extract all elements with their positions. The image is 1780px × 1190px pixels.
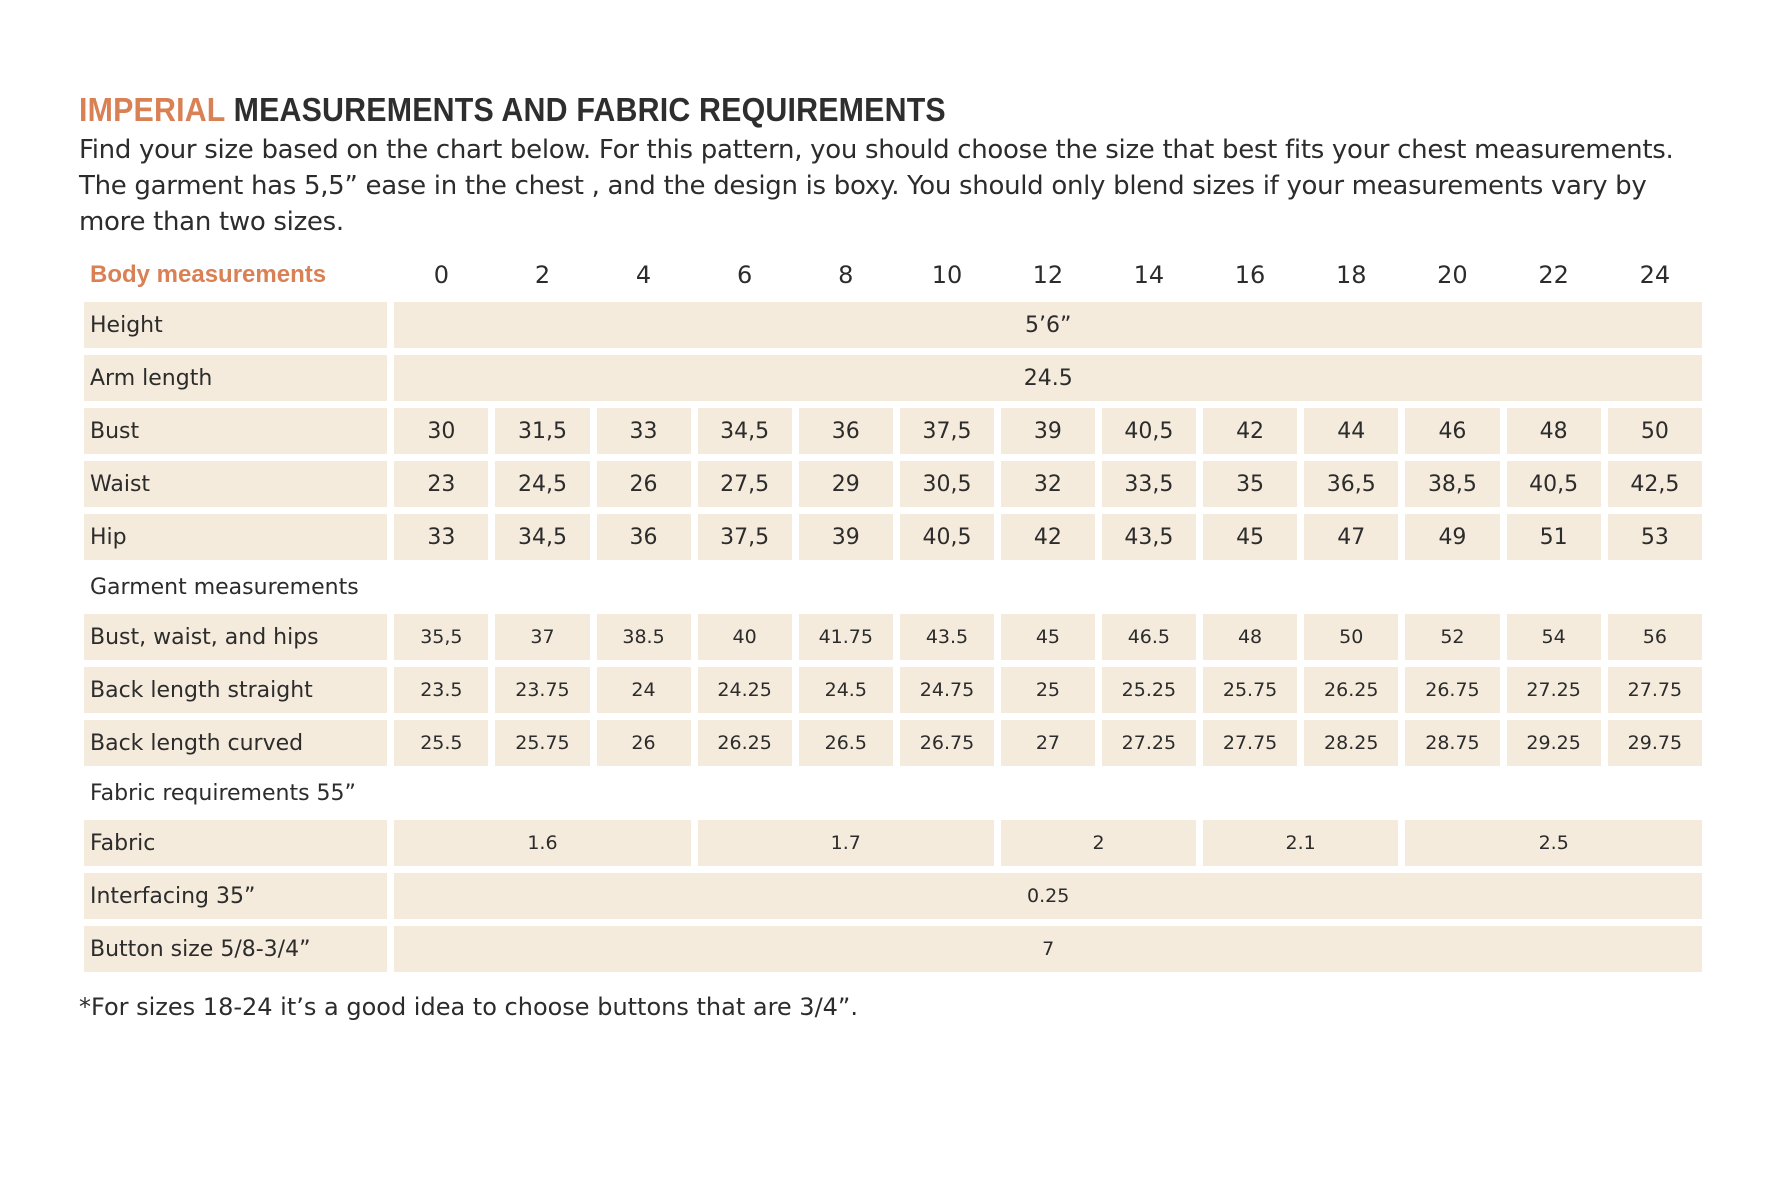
size-header-row <box>84 255 1702 295</box>
footnote: *For sizes 18-24 it’s a good idea to choose buttons that are 3/4”. <box>79 993 858 1021</box>
measurement-cell: 24.25 <box>698 667 792 713</box>
fabric-yardage-cell: 2.5 <box>1405 820 1702 866</box>
measurement-cell: 42 <box>1001 514 1095 560</box>
measurement-cell: 29 <box>799 461 893 507</box>
measurement-cell: 26.25 <box>698 720 792 766</box>
row-label: Bust, waist, and hips <box>84 614 387 660</box>
body-measurements-header: Body measurements <box>90 261 327 288</box>
measurement-cell: 52 <box>1405 614 1499 660</box>
measurement-cell: 41.75 <box>799 614 893 660</box>
page-title <box>79 88 1579 132</box>
row-label: Back length straight <box>84 667 387 713</box>
arm-length-value: 24.5 <box>394 355 1702 401</box>
intro-paragraph: Find your size based on the chart below. For this pattern, you should choose the size that best fits your chest measurements. The garment has 5,5” ease in the chest , and the design is boxy. You should only blend sizes if your measurements vary by more than two sizes. <box>79 135 1674 237</box>
height-row <box>84 302 1702 348</box>
measurement-cell: 36 <box>799 408 893 454</box>
button-row <box>84 926 1702 972</box>
measurement-cell: 26.5 <box>799 720 893 766</box>
measurement-cell: 27.25 <box>1507 667 1601 713</box>
measurement-cell: 37,5 <box>698 514 792 560</box>
measurement-cell: 26 <box>597 720 691 766</box>
measurement-cell: 36 <box>597 514 691 560</box>
title-accent: IMPERIAL <box>79 91 225 128</box>
fabric-row <box>84 820 1702 866</box>
garment-measurement-row <box>84 667 1702 713</box>
measurement-cell: 40,5 <box>1102 408 1196 454</box>
fabric-section-label: Fabric requirements 55” <box>90 780 356 806</box>
size-header: 2 <box>534 261 551 289</box>
measurement-cell: 30,5 <box>900 461 994 507</box>
measurement-cell: 46 <box>1405 408 1499 454</box>
measurement-cell: 53 <box>1608 514 1702 560</box>
row-label: Hip <box>84 514 387 560</box>
button-count-value: 7 <box>394 926 1702 972</box>
size-header: 14 <box>1133 261 1165 289</box>
interfacing-row <box>84 873 1702 919</box>
interfacing-value: 0.25 <box>394 873 1702 919</box>
garment-measurement-row <box>84 614 1702 660</box>
measurement-cell: 36,5 <box>1304 461 1398 507</box>
measurement-cell: 50 <box>1608 408 1702 454</box>
measurement-cell: 50 <box>1304 614 1398 660</box>
measurement-cell: 26.75 <box>900 720 994 766</box>
size-header: 20 <box>1437 261 1468 289</box>
measurement-cell: 56 <box>1608 614 1702 660</box>
fabric-section-row <box>84 773 1702 813</box>
title-rest: MEASUREMENTS AND FABRIC REQUIREMENTS <box>224 91 946 128</box>
measurement-cell: 25.25 <box>1102 667 1196 713</box>
measurement-cell: 35,5 <box>394 614 488 660</box>
size-header: 10 <box>931 261 963 289</box>
measurement-cell: 24,5 <box>495 461 589 507</box>
measurement-cell: 45 <box>1001 614 1095 660</box>
measurement-cell: 43.5 <box>900 614 994 660</box>
measurement-cell: 26.25 <box>1304 667 1398 713</box>
row-label: Height <box>84 302 387 348</box>
measurement-cell: 28.75 <box>1405 720 1499 766</box>
size-header: 6 <box>736 261 753 289</box>
measurement-cell: 27.75 <box>1608 667 1702 713</box>
measurement-cell: 40,5 <box>900 514 994 560</box>
measurement-cell: 27 <box>1001 720 1095 766</box>
arm-length-row <box>84 355 1702 401</box>
fabric-yardage-cell: 1.6 <box>394 820 690 866</box>
measurement-cell: 29.25 <box>1507 720 1601 766</box>
measurement-cell: 42 <box>1203 408 1297 454</box>
measurement-cell: 28.25 <box>1304 720 1398 766</box>
measurement-cell: 32 <box>1001 461 1095 507</box>
measurement-cell: 25.75 <box>1203 667 1297 713</box>
size-header: 4 <box>635 261 652 289</box>
measurement-cell: 33 <box>597 408 691 454</box>
measurement-cell: 40,5 <box>1507 461 1601 507</box>
fabric-yardage-cell: 2.1 <box>1203 820 1398 866</box>
measurement-cell: 34,5 <box>495 514 589 560</box>
measurement-cell: 27.25 <box>1102 720 1196 766</box>
measurement-cell: 49 <box>1405 514 1499 560</box>
row-label: Interfacing 35” <box>84 873 387 919</box>
height-value: 5’6” <box>394 302 1702 348</box>
size-header: 24 <box>1639 261 1671 289</box>
measurement-cell: 25.75 <box>495 720 589 766</box>
measurement-cell: 39 <box>799 514 893 560</box>
measurement-cell: 24 <box>597 667 691 713</box>
size-header: 18 <box>1335 261 1367 289</box>
measurement-cell: 33,5 <box>1102 461 1196 507</box>
garment-section-row <box>84 567 1702 607</box>
measurement-cell: 34,5 <box>698 408 792 454</box>
measurement-cell: 54 <box>1507 614 1601 660</box>
measurement-cell: 25.5 <box>394 720 488 766</box>
row-label: Button size 5/8-3/4” <box>84 926 387 972</box>
measurement-cell: 31,5 <box>495 408 589 454</box>
row-label: Back length curved <box>84 720 387 766</box>
measurement-cell: 30 <box>394 408 488 454</box>
measurement-cell: 40 <box>698 614 792 660</box>
measurement-cell: 45 <box>1203 514 1297 560</box>
measurement-cell: 46.5 <box>1102 614 1196 660</box>
measurement-cell: 48 <box>1507 408 1601 454</box>
measurement-cell: 26 <box>597 461 691 507</box>
measurement-cell: 26.75 <box>1405 667 1499 713</box>
measurement-cell: 23.75 <box>495 667 589 713</box>
body-measurement-row <box>84 408 1702 454</box>
size-header: 8 <box>838 261 854 289</box>
row-label: Bust <box>84 408 387 454</box>
row-label: Fabric <box>84 820 387 866</box>
garment-measurement-row <box>84 720 1702 766</box>
measurement-cell: 38.5 <box>597 614 691 660</box>
measurement-cell: 23.5 <box>394 667 488 713</box>
measurement-cell: 51 <box>1507 514 1601 560</box>
measurement-cell: 25 <box>1001 667 1095 713</box>
fabric-yardage-cell: 2 <box>1001 820 1196 866</box>
measurement-cell: 35 <box>1203 461 1297 507</box>
measurement-cell: 44 <box>1304 408 1398 454</box>
measurement-cell: 29.75 <box>1608 720 1702 766</box>
size-header: 22 <box>1538 261 1569 289</box>
measurement-cell: 39 <box>1001 408 1095 454</box>
measurement-cell: 42,5 <box>1608 461 1702 507</box>
measurement-cell: 47 <box>1304 514 1398 560</box>
body-measurement-row <box>84 514 1702 560</box>
fabric-yardage-cell: 1.7 <box>698 820 995 866</box>
measurement-cell: 24.5 <box>799 667 893 713</box>
size-header: 12 <box>1032 261 1064 289</box>
measurement-cell: 38,5 <box>1405 461 1499 507</box>
measurement-table <box>77 248 1709 979</box>
row-label: Arm length <box>84 355 387 401</box>
measurement-cell: 37 <box>495 614 589 660</box>
measurement-cell: 27.75 <box>1203 720 1297 766</box>
size-chart-page <box>79 88 1709 1021</box>
body-measurement-row <box>84 461 1702 507</box>
measurement-cell: 33 <box>394 514 488 560</box>
measurement-cell: 37,5 <box>900 408 994 454</box>
measurement-cell: 27,5 <box>698 461 792 507</box>
garment-section-label: Garment measurements <box>90 574 359 600</box>
measurement-cell: 23 <box>394 461 488 507</box>
size-header: 16 <box>1234 261 1266 289</box>
measurement-cell: 48 <box>1203 614 1297 660</box>
measurement-cell: 43,5 <box>1102 514 1196 560</box>
measurement-cell: 24.75 <box>900 667 994 713</box>
row-label: Waist <box>84 461 387 507</box>
size-header: 0 <box>433 261 450 289</box>
